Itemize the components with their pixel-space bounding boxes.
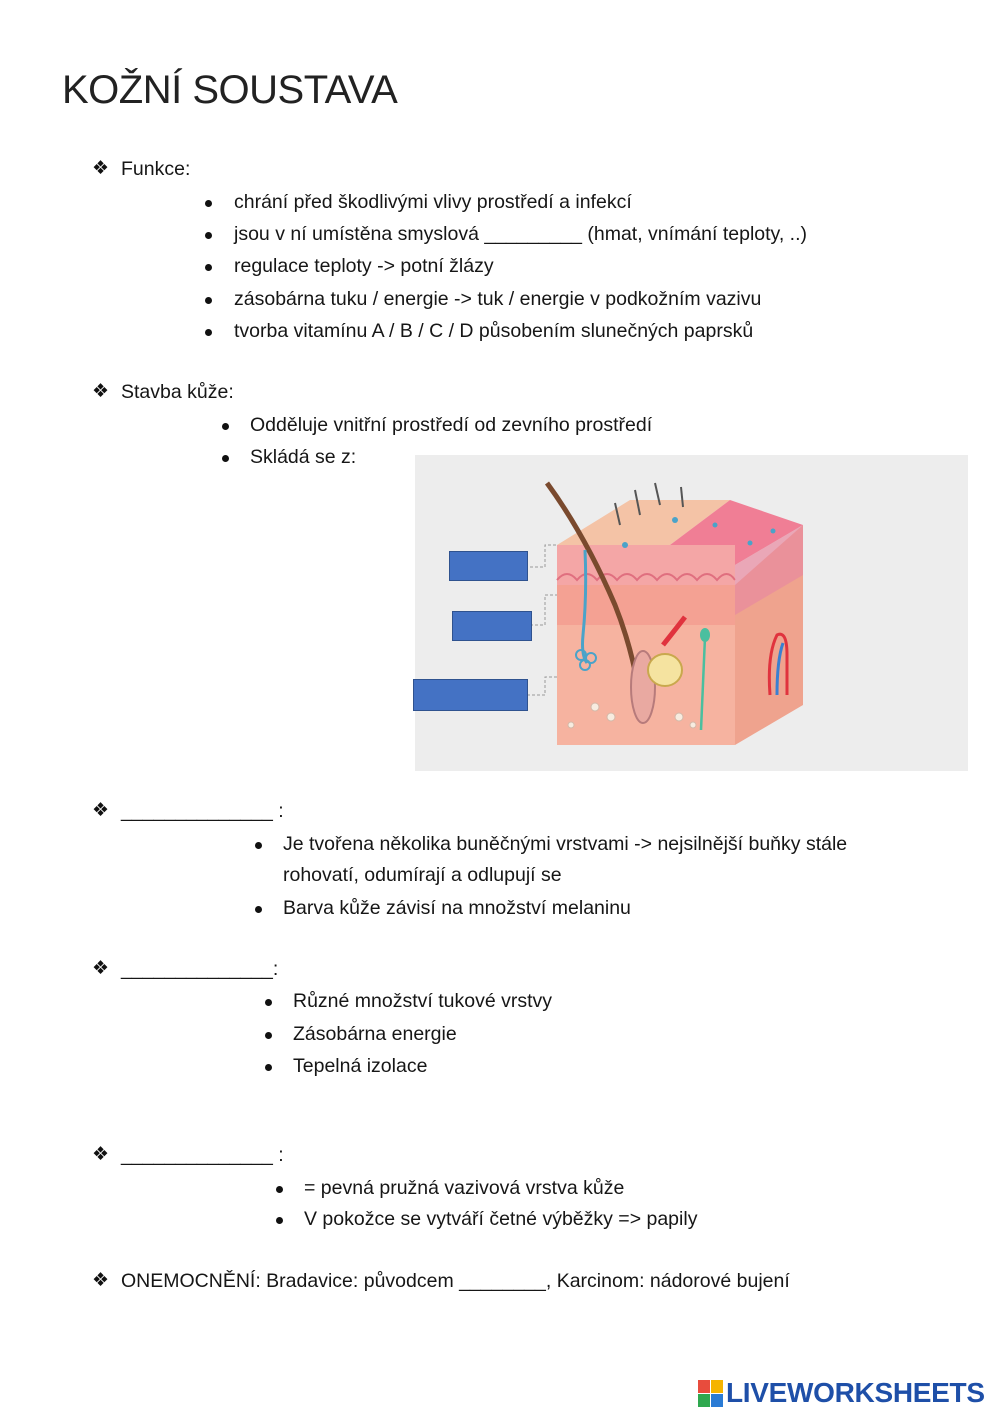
sebaceous-gland bbox=[648, 654, 682, 686]
bullet-icon bbox=[265, 999, 272, 1006]
bullet-icon bbox=[205, 200, 212, 207]
bullet-icon bbox=[205, 329, 212, 336]
logo-mark-icon bbox=[698, 1380, 723, 1407]
diamond-bullet-icon: ❖ bbox=[92, 158, 110, 179]
liveworksheets-logo bbox=[698, 1378, 985, 1408]
diamond-bullet-icon: ❖ bbox=[92, 800, 110, 821]
label-box-subcutis[interactable] bbox=[413, 679, 528, 711]
bullet-icon bbox=[255, 842, 262, 849]
bullet-icon bbox=[205, 264, 212, 271]
disease-text: ONEMOCNĚNÍ: Bradavice: původcem ________, Karcinom: nádorové bujení bbox=[121, 1270, 790, 1292]
bullet-icon bbox=[265, 1032, 272, 1039]
section2-item: Různé množství tukové vrstvy bbox=[293, 990, 553, 1012]
diamond-bullet-icon: ❖ bbox=[92, 1144, 110, 1165]
bullet-icon bbox=[265, 1064, 272, 1071]
skin-diagram bbox=[415, 455, 968, 771]
bullet-icon bbox=[222, 423, 229, 430]
structure-heading: Stavba kůže: bbox=[121, 381, 234, 403]
label-box-dermis[interactable] bbox=[452, 611, 532, 641]
section1-item: Barva kůže závisí na množství melaninu bbox=[283, 897, 631, 919]
bullet-icon bbox=[276, 1186, 283, 1193]
page-title: KOŽNÍ SOUSTAVA bbox=[62, 68, 398, 112]
functions-item: jsou v ní umístěna smyslová _________ (hmat, vnímání teploty, ..) bbox=[234, 223, 808, 245]
logo-text: LIVEWORKSHEETS bbox=[726, 1377, 985, 1408]
functions-item: regulace teploty -> potní žlázy bbox=[234, 255, 494, 277]
section2-heading: ______________: bbox=[121, 958, 279, 980]
section2-item: Zásobárna energie bbox=[293, 1023, 457, 1045]
section3-item: V pokožce se vytváří četné výběžky => papily bbox=[304, 1208, 698, 1230]
functions-item: chrání před škodlivými vlivy prostředí a infekcí bbox=[234, 191, 632, 213]
section1-heading: ______________ : bbox=[121, 800, 284, 822]
section1-item: Je tvořena několika buněčnými vrstvami -> nejsilnější buňky stále bbox=[283, 833, 848, 855]
label-box-epidermis[interactable] bbox=[449, 551, 528, 581]
section3-heading: ______________ : bbox=[121, 1144, 284, 1166]
section2-item: Tepelná izolace bbox=[293, 1055, 428, 1077]
structure-item: Skládá se z: bbox=[250, 446, 357, 468]
functions-heading: Funkce: bbox=[121, 158, 191, 180]
section1-item-continuation: rohovatí, odumírají a odlupují se bbox=[283, 864, 562, 886]
bullet-icon bbox=[205, 232, 212, 239]
functions-item: tvorba vitamínu A / B / C / D působením slunečných paprsků bbox=[234, 320, 754, 342]
bullet-icon bbox=[255, 906, 262, 913]
functions-item: zásobárna tuku / energie -> tuk / energie v podkožním vazivu bbox=[234, 288, 762, 310]
structure-item: Odděluje vnitřní prostředí od zevního prostředí bbox=[250, 414, 653, 436]
bullet-icon bbox=[205, 297, 212, 304]
diamond-bullet-icon: ❖ bbox=[92, 381, 110, 402]
diamond-bullet-icon: ❖ bbox=[92, 1270, 110, 1291]
bullet-icon bbox=[276, 1217, 283, 1224]
section3-item: = pevná pružná vazivová vrstva kůže bbox=[304, 1177, 625, 1199]
diamond-bullet-icon: ❖ bbox=[92, 958, 110, 979]
bullet-icon bbox=[222, 455, 229, 462]
